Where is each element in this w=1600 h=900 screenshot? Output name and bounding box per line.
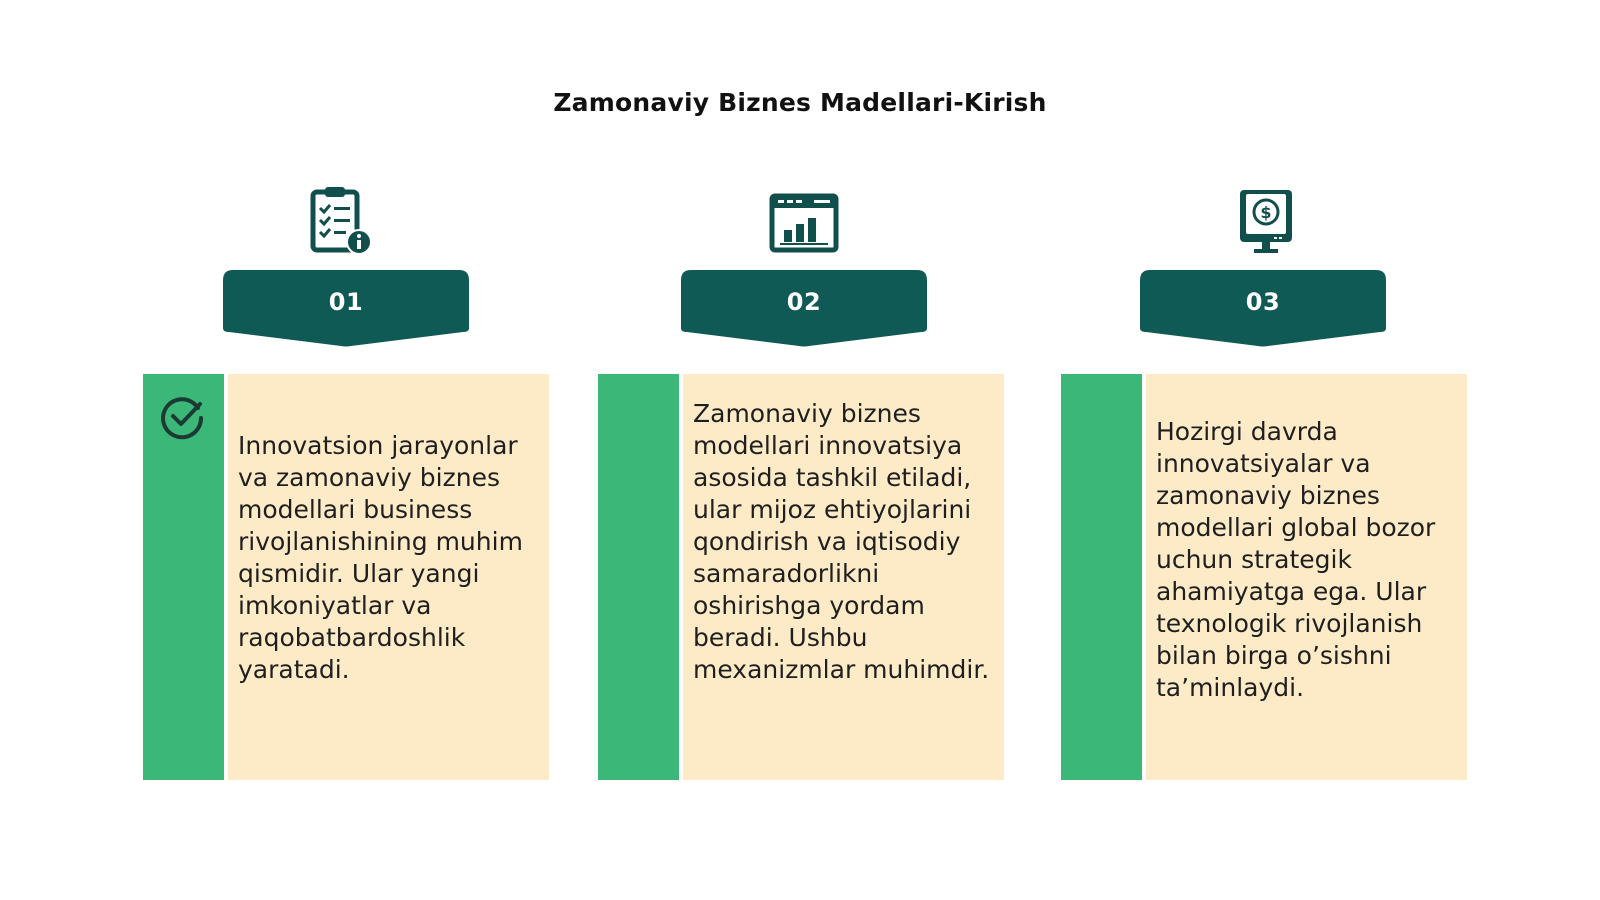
step-badge-3 — [1140, 270, 1386, 348]
page-title: Zamonaviy Biznes Madellari-Kirish — [553, 88, 1047, 117]
step-card-1 — [143, 374, 549, 780]
step-text-1: Innovatsion jarayonlar va zamonaviy biznes modellari business rivojlanishining muhim qismidir. Ular yangi imkoniyatlar va raqobatbardoshlik yaratadi. — [238, 431, 523, 684]
clipboard-checklist-info-icon — [305, 186, 377, 258]
step-card-3 — [1061, 374, 1467, 780]
card-accent-strip — [143, 374, 224, 780]
step-text-3: Hozirgi davrda innovatsiyalar va zamonaviy biznes modellari global bozor uchun strategik ahamiyatga ega. Ular texnologik rivojlanish bilan birga o’sishni ta’minlaydi. — [1156, 417, 1436, 702]
step-number-3: 03 — [1245, 288, 1281, 316]
browser-bar-chart-icon — [768, 186, 840, 258]
card-accent-strip — [598, 374, 679, 780]
step-text-2: Zamonaviy biznes modellari innovatsiya asosida tashkil etiladi, ular mijoz ehtiyojlarini qondirish va iqtisodiy samaradorlikni oshirishga yordam beradi. Ushbu mexanizmlar muhimdir. — [693, 399, 990, 684]
monitor-dollar-icon — [1230, 186, 1302, 258]
step-number-1: 01 — [328, 288, 364, 316]
card-accent-strip — [1061, 374, 1142, 780]
step-card-2 — [598, 374, 1004, 780]
svg-text:$: $ — [1260, 203, 1272, 222]
step-badge-2 — [681, 270, 927, 348]
check-circle-icon — [160, 394, 206, 440]
step-badge-1 — [223, 270, 469, 348]
step-number-2: 02 — [786, 288, 822, 316]
